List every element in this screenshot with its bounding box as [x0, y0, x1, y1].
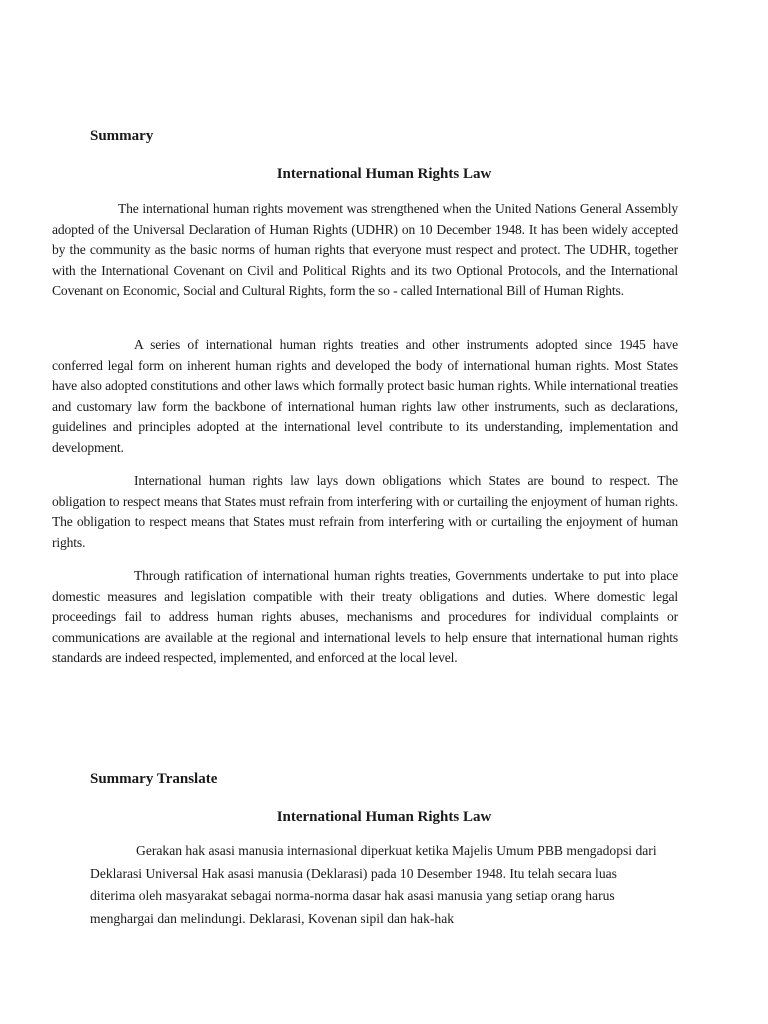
summary-paragraph-4: Through ratification of international human rights treaties, Governments undertake to put into place domestic measures and legislation compatible with their treaty obligations and duties. Where domestic legal proceedings fail to address human rights abuses, mechanisms and procedures for individual complaints or communications are available at the regional and international levels to help ensure that international human rights standards are indeed respected, implemented, and enforced at the local level.: [52, 568, 678, 666]
translation-paragraph-1: Gerakan hak asasi manusia internasional diperkuat ketika Majelis Umum PBB mengadopsi dari Deklarasi Universal Hak asasi manusia (Deklarasi) pada 10 Desember 1948. Itu telah secara luas diterima oleh masyarakat sebagai norma-norma dasar hak asasi manusia yang setiap orang harus menghargai dan melindungi. Deklarasi, Kovenan sipil dan hak-hak: [90, 843, 657, 926]
translation-title: International Human Rights Law: [276, 809, 492, 825]
summary-title: International Human Rights Law: [276, 166, 492, 182]
summary-paragraph-1: The international human rights movement was strengthened when the United Nations General Assembly adopted of the Universal Declaration of Human Rights (UDHR) on 10 December 1948. It has been widely accepted by the community as the basic norms of human rights that everyone must respect and protect. The UDHR, together with the International Covenant on Civil and Political Rights and its two Optional Protocols, and the International Covenant on Economic, Social and Cultural Rights, form the so - called International Bill of Human Rights.: [52, 201, 678, 299]
summary-paragraph-2: A series of international human rights treaties and other instruments adopted since 1945 have conferred legal form on inherent human rights and developed the body of international human rights. Most States have also adopted constitutions and other laws which formally protect basic human rights. While international treaties and customary law form the backbone of international human rights law other instruments, such as declarations, guidelines and principles adopted at the international level contribute to its understanding, implementation and development.: [52, 337, 678, 455]
summary-paragraph-3: International human rights law lays down obligations which States are bound to respect. The obligation to respect means that States must refrain from interfering with or curtailing the enjoyment of human rights. The obligation to respect means that States must refrain from interfering with or curtailing the enjoyment of human rights.: [52, 473, 678, 550]
translation-heading: Summary Translate: [90, 771, 218, 787]
summary-heading: Summary: [90, 128, 154, 144]
